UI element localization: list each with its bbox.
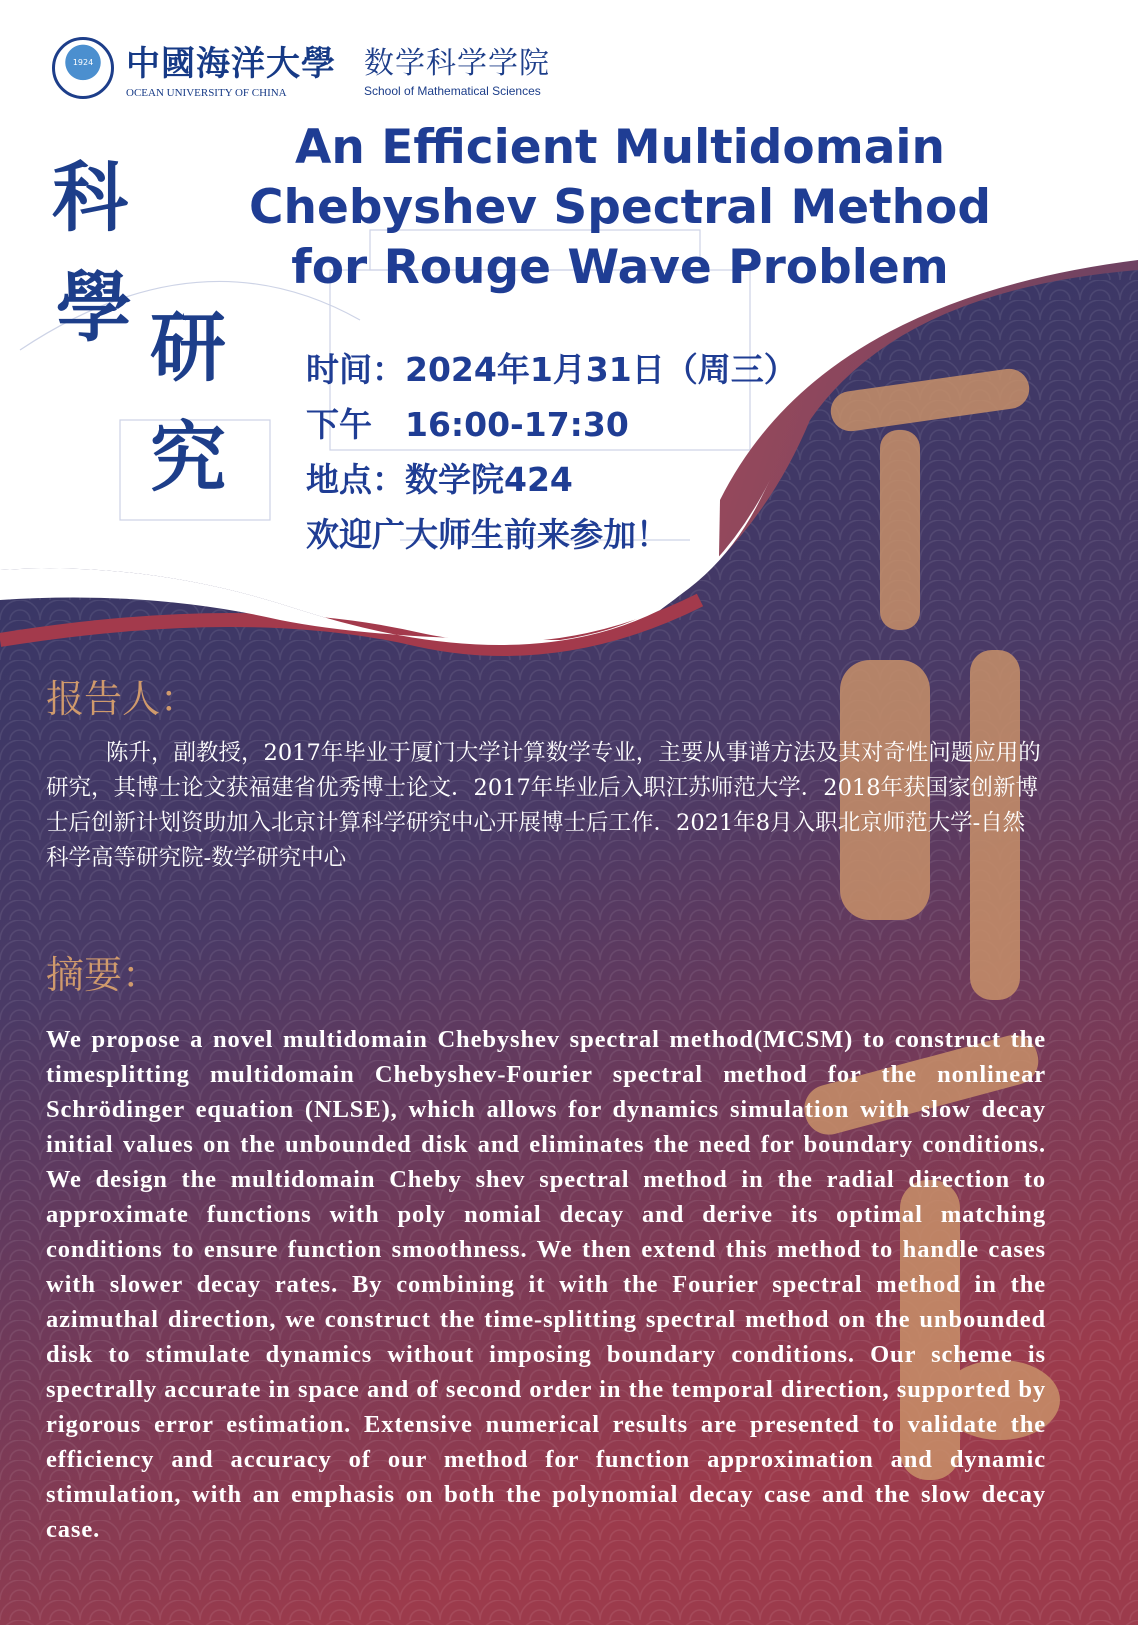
- header: [52, 36, 550, 99]
- talk-title: An Efficient Multidomain Chebyshev Spectral Method for Rouge Wave Problem: [249, 120, 991, 295]
- motto-char: 究: [150, 413, 226, 502]
- speaker-bio: 陈升，副教授，2017年毕业于厦门大学计算数学专业，主要从事谱方法及其对奇性问题应用的研究，其博士论文获福建省优秀博士论文．2017年毕业后入职江苏师范大学．2018年获国家创新博士后创新计划资助加入北京计算科学研究中心开展博士后工作．2021年8月入职北京师范大学-自然科学高等研究院-数学研究中心: [46, 740, 1041, 871]
- event-location: 地点：数学院424: [306, 460, 573, 499]
- motto-char: 科: [52, 153, 128, 242]
- motto-char: 學: [56, 263, 132, 352]
- university-name-en: OCEAN UNIVERSITY OF CHINA: [126, 87, 287, 99]
- university-seal-logo: 1924: [52, 37, 114, 99]
- abstract-text: We propose a novel multidomain Chebyshev spectral method(MCSM) to construct the timesplitting multidomain Chebyshev-Fourier spectral method for the nonlinear Schrödinger equation (NLSE), which allows for dynamics simulation with slow decay initial values on the unbounded disk and eliminates the need for boundary conditions. We design the multidomain Cheby shev spectral method in the radial direction to approximate functions with poly nomial decay and derive its optimal matching conditions to ensure function smoothness. We then extend this method to handle cases with slower decay rates. By combining it with the Fourier spectral method in the azimuthal direction, we construct the time-splitting spectral method on the unbounded disk to stimulate dynamics without imposing boundary conditions. Our scheme is spectrally accurate in space and of second order in the temporal direction, supported by rigorous error estimation. Extensive numerical results are presented to validate the efficiency and accuracy of our method for function approximation and dynamic stimulation, with an emphasis on both the polynomial decay case and the slow decay case.: [46, 1026, 1046, 1543]
- event-info: [306, 342, 797, 562]
- event-date: 时间：2024年1月31日（周三）: [306, 350, 797, 389]
- abstract-heading: 摘要：: [46, 953, 161, 997]
- welcome-text: 欢迎广大师生前来参加！: [306, 515, 669, 554]
- university-name-cn: 中國海洋大學: [126, 44, 336, 84]
- school-name-en: School of Mathematical Sciences: [364, 83, 541, 98]
- motto-char: 研: [150, 303, 226, 392]
- school-name-cn: 数学科学学院: [364, 45, 550, 81]
- event-time: 下午 16:00-17:30: [306, 405, 629, 444]
- speaker-heading: 报告人：: [46, 677, 199, 721]
